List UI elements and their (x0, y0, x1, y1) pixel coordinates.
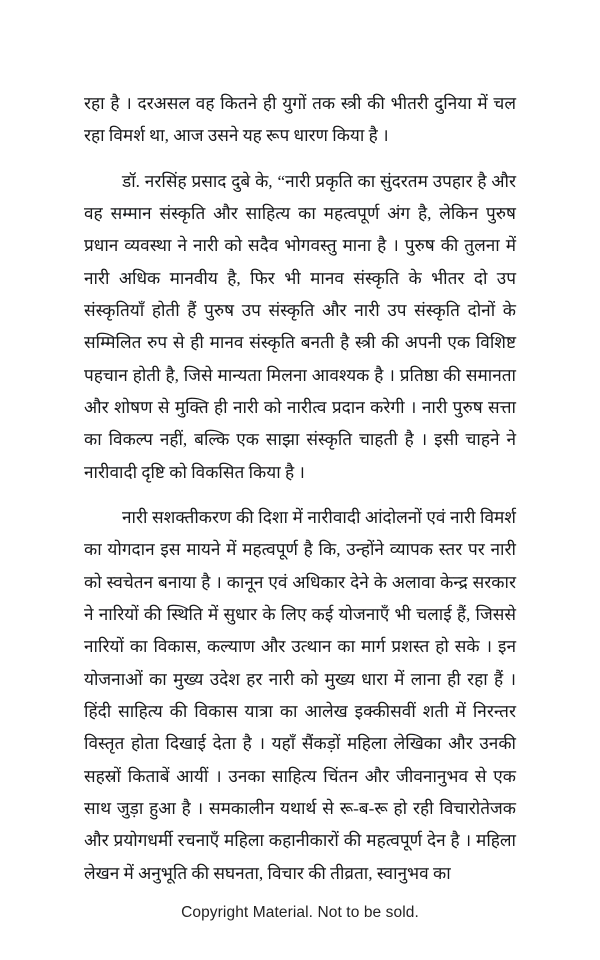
paragraph-empowerment: नारी सशक्तीकरण की दिशा में नारीवादी आंदोलनों एवं नारी विमर्श का योगदान इस मायने में महत्वपूर्ण है कि, उन्होंने व्यापक स्तर पर नारी को स्वचेतन बनाया है । कानून एवं अधिकार देने के अलावा केन्द्र सरकार ने नारियों की स्थिति में सुधार के लिए कई योजनाएँ भी चलाई हैं, जिससे नारियों का विकास, कल्याण और उत्थान का मार्ग प्रशस्त हो सके । इन योजनाओं का मुख्य उदेश हर नारी को मुख्य धारा में लाना ही रहा हैं । हिंदी साहित्य की विकास यात्रा का आलेख इक्कीसवीं शती में निरन्तर विस्तृत होता दिखाई देता है । यहाँ सैंकड़ों महिला लेखिका और उनकी सहस्रों किताबें आयीं । उनका साहित्य चिंतन और जीवनानुभव से एक साथ जुड़ा हुआ है । समकालीन यथार्थ से रू-ब-रू हो रही विचारोतेजक और प्रयोगधर्मी रचनाएँ महिला कहानीकारों की महत्वपूर्ण देन है । महिला लेखन में अनुभूति की सघनता, विचार की तीव्रता, स्वानुभव का (84, 507, 516, 883)
paragraph-continuation: रहा है । दरअसल वह कितने ही युगों तक स्त्री की भीतरी दुनिया में चल रहा विमर्श था, आज उसने यह रूप धारण किया है । (84, 94, 516, 146)
copyright-notice: Copyright Material. Not to be sold. (181, 904, 419, 921)
page-body (84, 88, 516, 890)
paragraph-dube-quote: डॉ. नरसिंह प्रसाद दुबे के, “नारी प्रकृति का सुंदरतम उपहार है और वह सम्मान संस्कृति और साहित्य का महत्वपूर्ण अंग है, लेकिन पुरुष प्रधान व्यवस्था ने नारी को सदैव भोगवस्तु माना है । पुरुष की तुलना में नारी अधिक मानवीय है, फिर भी मानव संस्कृति के भीतर दो उप संस्कृतियाँ होती हैं पुरुष उप संस्कृति और नारी उप संस्कृति दोनों के सम्मिलित रुप से ही मानव संस्कृति बनती है स्त्री की अपनी एक विशिष्ट पहचान होती है, जिसे मान्यता मिलना आवश्यक है । प्रतिष्ठा की समानता और शोषण से मुक्ति ही नारी को नारीत्व प्रदान करेगी । नारी पुरुष सत्ता का विकल्प नहीं, बल्कि एक साझा संस्कृति चाहती है । इसी चाहने ने नारीवादी दृष्टि को विकसित किया है । (84, 171, 516, 482)
